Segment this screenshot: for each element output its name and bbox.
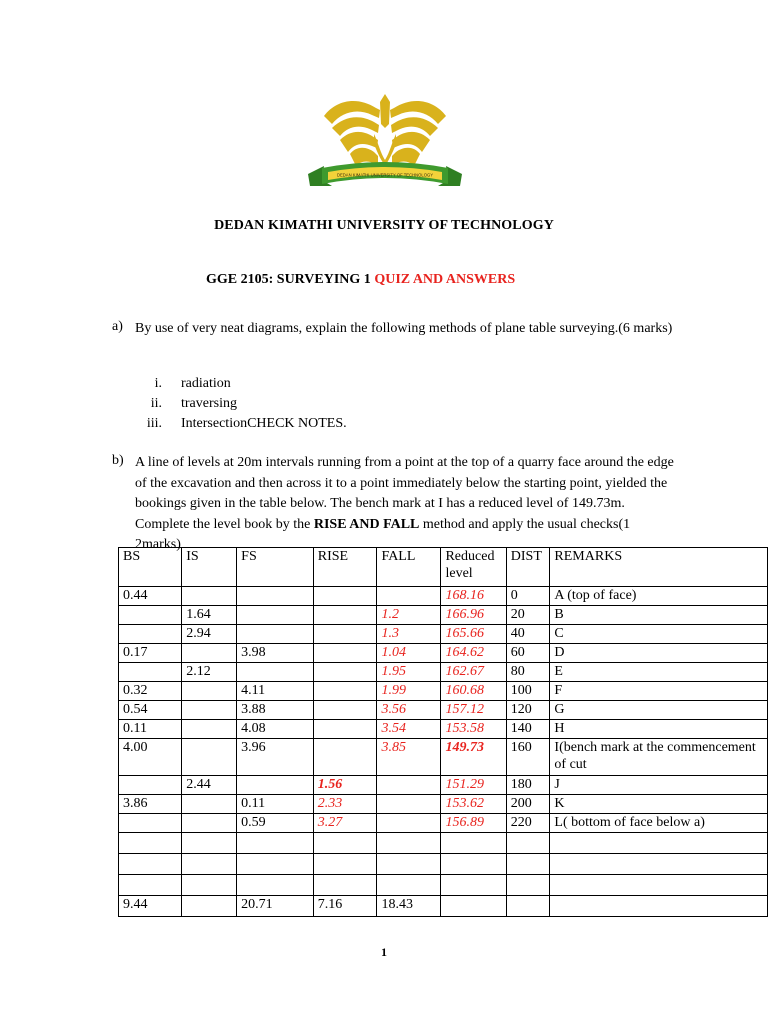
cell-rise: [313, 682, 377, 701]
table-row-empty: [119, 854, 768, 875]
cell-rise: [313, 663, 377, 682]
table-row: [119, 644, 768, 663]
cell-bs: [119, 776, 182, 795]
cell-is: [182, 644, 237, 663]
cell-is: [182, 795, 237, 814]
list-item-text: radiation: [181, 376, 231, 391]
cell-rl: 149.73: [441, 739, 506, 776]
cell-bs: 0.17: [119, 644, 182, 663]
question-b-method: RISE AND FALL: [313, 516, 420, 532]
cell-fs: [237, 606, 314, 625]
cell-fall: [377, 814, 441, 833]
cell-fall: 1.3: [377, 625, 441, 644]
cell-bs: [119, 814, 182, 833]
cell-remarks: H: [550, 720, 768, 739]
cell-fall: 3.85: [377, 739, 441, 776]
cell-fs: 0.59: [237, 814, 314, 833]
table-row-empty: [119, 875, 768, 896]
cell-fs: [237, 776, 314, 795]
table-totals-row: [119, 896, 768, 917]
cell-remarks: K: [550, 795, 768, 814]
cell-fall: 1.2: [377, 606, 441, 625]
cell-dist: 40: [506, 625, 550, 644]
cell-fall: 1.04: [377, 644, 441, 663]
list-item-text: traversing: [181, 396, 237, 411]
cell-fall: 3.54: [377, 720, 441, 739]
header-fall: FALL: [377, 548, 441, 587]
table-row: [119, 701, 768, 720]
cell-fall: [377, 795, 441, 814]
table-row: [119, 587, 768, 606]
cell-dist: 120: [506, 701, 550, 720]
cell-rise: 3.27: [313, 814, 377, 833]
cell-rise: [313, 587, 377, 606]
cell-remarks: A (top of face): [550, 587, 768, 606]
list-item-number: i.: [154, 376, 162, 391]
cell-fs: 4.11: [237, 682, 314, 701]
question-a-text: By use of very neat diagrams, explain the following methods of plane table surveying.(6 marks): [135, 321, 673, 336]
cell-remarks: B: [550, 606, 768, 625]
cell-is: [182, 587, 237, 606]
header-dist: DIST: [506, 548, 550, 587]
header-is: IS: [182, 548, 237, 587]
cell-is: 2.44: [182, 776, 237, 795]
cell-fs: 0.11: [237, 795, 314, 814]
cell-dist: 60: [506, 644, 550, 663]
table-row-empty: [119, 833, 768, 854]
cell-is: [182, 739, 237, 776]
cell-rl: 160.68: [441, 682, 506, 701]
table-row: [119, 776, 768, 795]
cell-rl: 153.58: [441, 720, 506, 739]
cell-dist: 200: [506, 795, 550, 814]
cell-remarks: L( bottom of face below a): [550, 814, 768, 833]
page-number: 1: [381, 945, 387, 959]
university-logo: [302, 88, 468, 200]
cell-fall: 1.99: [377, 682, 441, 701]
cell-bs: 4.00: [119, 739, 182, 776]
total-bs: 9.44: [119, 896, 182, 917]
logo-banner-text: DEDAN KIMATHI UNIVERSITY OF TECHNOLOGY: [336, 172, 434, 178]
header-reduced-level: Reduced level: [441, 548, 506, 587]
cell-rise: [313, 644, 377, 663]
cell-dist: 140: [506, 720, 550, 739]
cell-rise: [313, 606, 377, 625]
cell-remarks: I(bench mark at the commencement of cut: [550, 739, 768, 776]
cell-rl: 156.89: [441, 814, 506, 833]
cell-dist: 20: [506, 606, 550, 625]
cell-is: 1.64: [182, 606, 237, 625]
total-remarks: [550, 896, 768, 917]
cell-is: 2.12: [182, 663, 237, 682]
cell-rl: 157.12: [441, 701, 506, 720]
cell-fs: 3.88: [237, 701, 314, 720]
cell-fs: 3.96: [237, 739, 314, 776]
cell-dist: 160: [506, 739, 550, 776]
cell-rise: [313, 625, 377, 644]
cell-is: [182, 814, 237, 833]
cell-remarks: J: [550, 776, 768, 795]
cell-dist: 220: [506, 814, 550, 833]
logo-wings-icon: [324, 94, 446, 166]
university-name: DEDAN KIMATHI UNIVERSITY OF TECHNOLOGY: [214, 218, 554, 233]
table-row: [119, 663, 768, 682]
cell-rl: 168.16: [441, 587, 506, 606]
table-header-row: [119, 548, 768, 587]
cell-bs: 0.54: [119, 701, 182, 720]
cell-bs: [119, 625, 182, 644]
total-is: [182, 896, 237, 917]
question-b-text: [135, 453, 675, 556]
cell-dist: 0: [506, 587, 550, 606]
cell-bs: 0.32: [119, 682, 182, 701]
cell-rise: [313, 720, 377, 739]
cell-fs: [237, 625, 314, 644]
total-rise: 7.16: [313, 896, 377, 917]
cell-rl: 166.96: [441, 606, 506, 625]
total-dist: [506, 896, 550, 917]
cell-remarks: G: [550, 701, 768, 720]
cell-fs: 4.08: [237, 720, 314, 739]
cell-is: [182, 720, 237, 739]
total-fs: 20.71: [237, 896, 314, 917]
cell-is: [182, 682, 237, 701]
cell-dist: 80: [506, 663, 550, 682]
cell-remarks: E: [550, 663, 768, 682]
cell-fs: [237, 587, 314, 606]
cell-bs: [119, 663, 182, 682]
table-row: [119, 682, 768, 701]
total-rl: [441, 896, 506, 917]
table-row: [119, 625, 768, 644]
cell-rise: [313, 701, 377, 720]
total-fall: 18.43: [377, 896, 441, 917]
cell-fall: [377, 587, 441, 606]
course-code: GGE 2105: SURVEYING 1: [206, 272, 371, 287]
cell-is: [182, 701, 237, 720]
question-b-text-before: A line of levels at 20m intervals running from a point at the top of a quarry face around the edge of the excavation and then across it to a point immediately below the starting point, yielded the bookings given in the table below. The bench mark at I has a reduced level of 149.73m. Complete the level book by the: [135, 455, 674, 532]
cell-remarks: F: [550, 682, 768, 701]
cell-bs: 0.11: [119, 720, 182, 739]
cell-rl: 151.29: [441, 776, 506, 795]
cell-fs: 3.98: [237, 644, 314, 663]
question-a-label: a): [112, 319, 123, 334]
cell-rl: 153.62: [441, 795, 506, 814]
cell-rl: 164.62: [441, 644, 506, 663]
cell-fall: 1.95: [377, 663, 441, 682]
table-row: [119, 739, 768, 776]
list-item-text: IntersectionCHECK NOTES.: [181, 416, 347, 431]
cell-rise: 1.56: [313, 776, 377, 795]
list-item-number: iii.: [146, 416, 162, 431]
header-bs: BS: [119, 548, 182, 587]
cell-fall: [377, 776, 441, 795]
table-row: [119, 795, 768, 814]
question-b-text-after: method and apply the usual checks(1 2marks): [135, 516, 631, 552]
cell-is: 2.94: [182, 625, 237, 644]
cell-remarks: C: [550, 625, 768, 644]
header-rise: RISE: [313, 548, 377, 587]
cell-dist: 100: [506, 682, 550, 701]
header-fs: FS: [237, 548, 314, 587]
logo-banner: [308, 162, 462, 186]
cell-bs: 0.44: [119, 587, 182, 606]
cell-rise: 2.33: [313, 795, 377, 814]
cell-bs: 3.86: [119, 795, 182, 814]
cell-remarks: D: [550, 644, 768, 663]
question-b-label: b): [112, 453, 124, 468]
header-remarks: REMARKS: [550, 548, 768, 587]
cell-rl: 162.67: [441, 663, 506, 682]
quiz-answers-label: QUIZ AND ANSWERS: [374, 272, 516, 287]
cell-rise: [313, 739, 377, 776]
list-item-number: ii.: [150, 396, 162, 411]
table-row: [119, 720, 768, 739]
course-title: [206, 272, 515, 288]
cell-rl: 165.66: [441, 625, 506, 644]
level-book-table: [118, 547, 768, 917]
cell-dist: 180: [506, 776, 550, 795]
table-row: [119, 606, 768, 625]
cell-fall: 3.56: [377, 701, 441, 720]
table-row: [119, 814, 768, 833]
cell-fs: [237, 663, 314, 682]
cell-bs: [119, 606, 182, 625]
